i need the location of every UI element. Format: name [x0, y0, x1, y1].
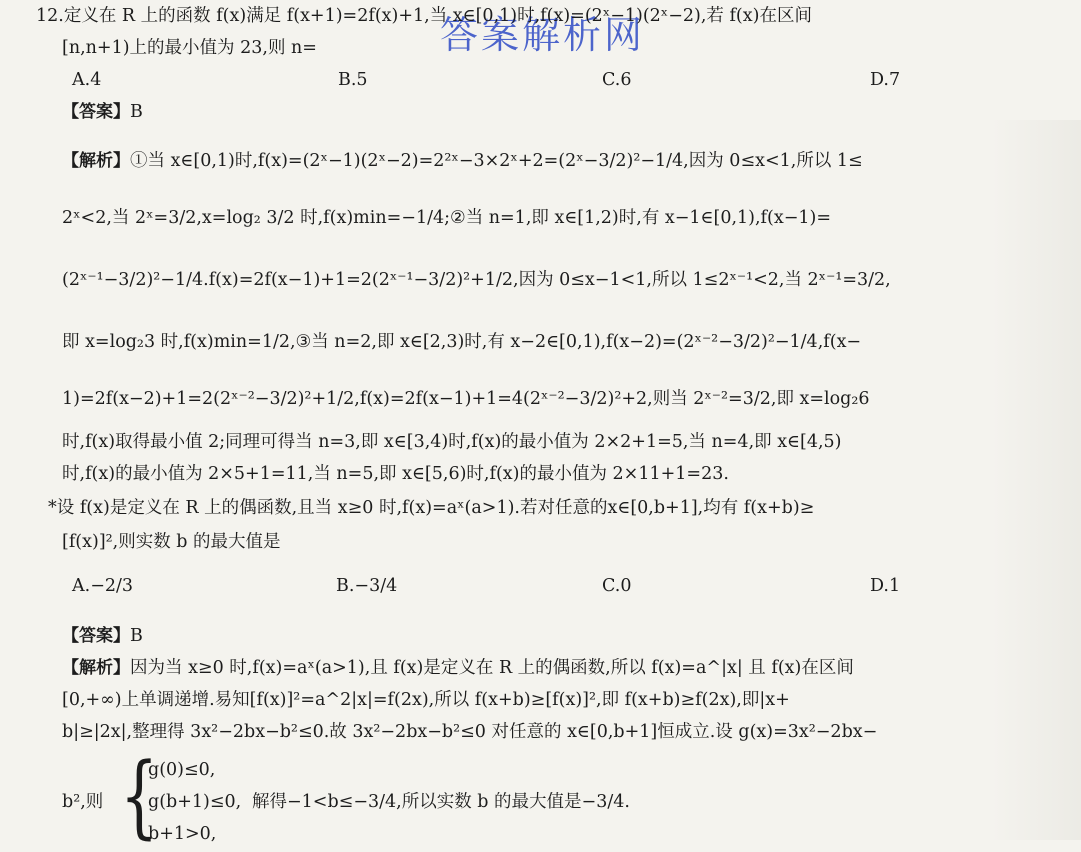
q12-stem-line1: 12.定义在 R 上的函数 f(x)满足 f(x+1)=2f(x)+1,当 x∈[0,1)时,f(x)=(2ˣ−1)(2ˣ−2),若 f(x)在区间: [36, 6, 812, 26]
q2-analysis-text-1: 因为当 x≥0 时,f(x)=aˣ(a>1),且 f(x)是定义在 R 上的偶函数,所以 f(x)=a^|x| 且 f(x)在区间: [130, 658, 854, 678]
q2-system-prefix: b²,则: [62, 792, 104, 812]
q12-analysis-line-6: 时,f(x)取得最小值 2;同理可得当 n=3,即 x∈[3,4)时,f(x)的最小值为 2×2+1=5,当 n=4,即 x∈[4,5): [62, 432, 842, 452]
q12-options: [72, 70, 1041, 98]
system-brace: {: [120, 744, 159, 850]
q2-options: [72, 576, 1041, 604]
q2-stem-line2: [f(x)]²,则实数 b 的最大值是: [62, 532, 281, 552]
q12-analysis-tag: 【解析】: [62, 151, 130, 171]
q12-analysis-line-1: [62, 146, 1055, 176]
q12-option-b: B.5: [338, 70, 368, 90]
q2-system-row-1: g(0)≤0,: [148, 760, 216, 780]
q2-option-d: D.1: [870, 576, 901, 596]
q2-system-conclusion: 解得−1<b≤−3/4,所以实数 b 的最大值是−3/4.: [252, 792, 630, 812]
q12-answer: [62, 100, 1055, 124]
q12-option-a: A.4: [72, 70, 102, 90]
q12-analysis-line-5: 1)=2f(x−2)+1=2(2ˣ⁻²−3/2)²+1/2,f(x)=2f(x−1)+1=4(2ˣ⁻²−3/2)²+2,则当 2ˣ⁻²=3/2,即 x=log₂6: [62, 389, 870, 409]
q2-stem-line1: *设 f(x)是定义在 R 上的偶函数,且当 x≥0 时,f(x)=aˣ(a>1).若对任意的x∈[0,b+1],均有 f(x+b)≥: [48, 498, 815, 518]
q2-analysis-line-2: [0,+∞)上单调递增.易知[f(x)]²=a^2|x|=f(2x),所以 f(x+b)≥[f(x)]²,即 f(x+b)≥f(2x),即|x+: [62, 690, 790, 710]
page-edge-shadow: [991, 120, 1081, 840]
q12-answer-value: B: [130, 102, 143, 122]
q12-stem-line2: [n,n+1)上的最小值为 23,则 n=: [62, 38, 317, 58]
q12-analysis-line-3: (2ˣ⁻¹−3/2)²−1/4.f(x)=2f(x−1)+1=2(2ˣ⁻¹−3/2)²+1/2,因为 0≤x−1<1,所以 1≤2ˣ⁻¹<2,当 2ˣ⁻¹=3/2,: [62, 270, 891, 290]
q2-option-c: C.0: [602, 576, 632, 596]
q12-analysis-line-2: 2ˣ<2,当 2ˣ=3/2,x=log₂ 3/2 时,f(x)min=−1/4;②当 n=1,即 x∈[1,2)时,有 x−1∈[0,1),f(x−1)=: [62, 208, 832, 228]
watermark: 答案解析网: [440, 13, 646, 57]
q12-answer-tag: 【答案】: [62, 102, 130, 122]
q2-option-a: A.−2/3: [72, 576, 134, 596]
q12-analysis-text-1: ①当 x∈[0,1)时,f(x)=(2ˣ−1)(2ˣ−2)=2²ˣ−3×2ˣ+2=(2ˣ−3/2)²−1/4,因为 0≤x<1,所以 1≤: [130, 151, 863, 171]
q12-option-d: D.7: [870, 70, 901, 90]
q12-analysis-line-7: 时,f(x)的最小值为 2×5+1=11,当 n=5,即 x∈[5,6)时,f(x)的最小值为 2×11+1=23.: [62, 464, 729, 484]
q2-answer-tag: 【答案】: [62, 626, 130, 646]
q2-answer: [62, 624, 1055, 648]
q12-analysis-line-4: 即 x=log₂3 时,f(x)min=1/2,③当 n=2,即 x∈[2,3)时,有 x−2∈[0,1),f(x−2)=(2ˣ⁻²−3/2)²−1/4,f(x−: [62, 332, 862, 352]
q2-analysis-tag: 【解析】: [62, 658, 130, 678]
q2-system-row-3: b+1>0,: [148, 824, 217, 844]
q2-answer-value: B: [130, 626, 143, 646]
q2-system-row-2: g(b+1)≤0,: [148, 792, 242, 812]
q2-analysis-line-1: [62, 656, 1055, 680]
q12-option-c: C.6: [602, 70, 632, 90]
q2-analysis-line-3: b|≥|2x|,整理得 3x²−2bx−b²≤0.故 3x²−2bx−b²≤0 对任意的 x∈[0,b+1]恒成立.设 g(x)=3x²−2bx−: [62, 722, 878, 742]
q2-option-b: B.−3/4: [336, 576, 398, 596]
